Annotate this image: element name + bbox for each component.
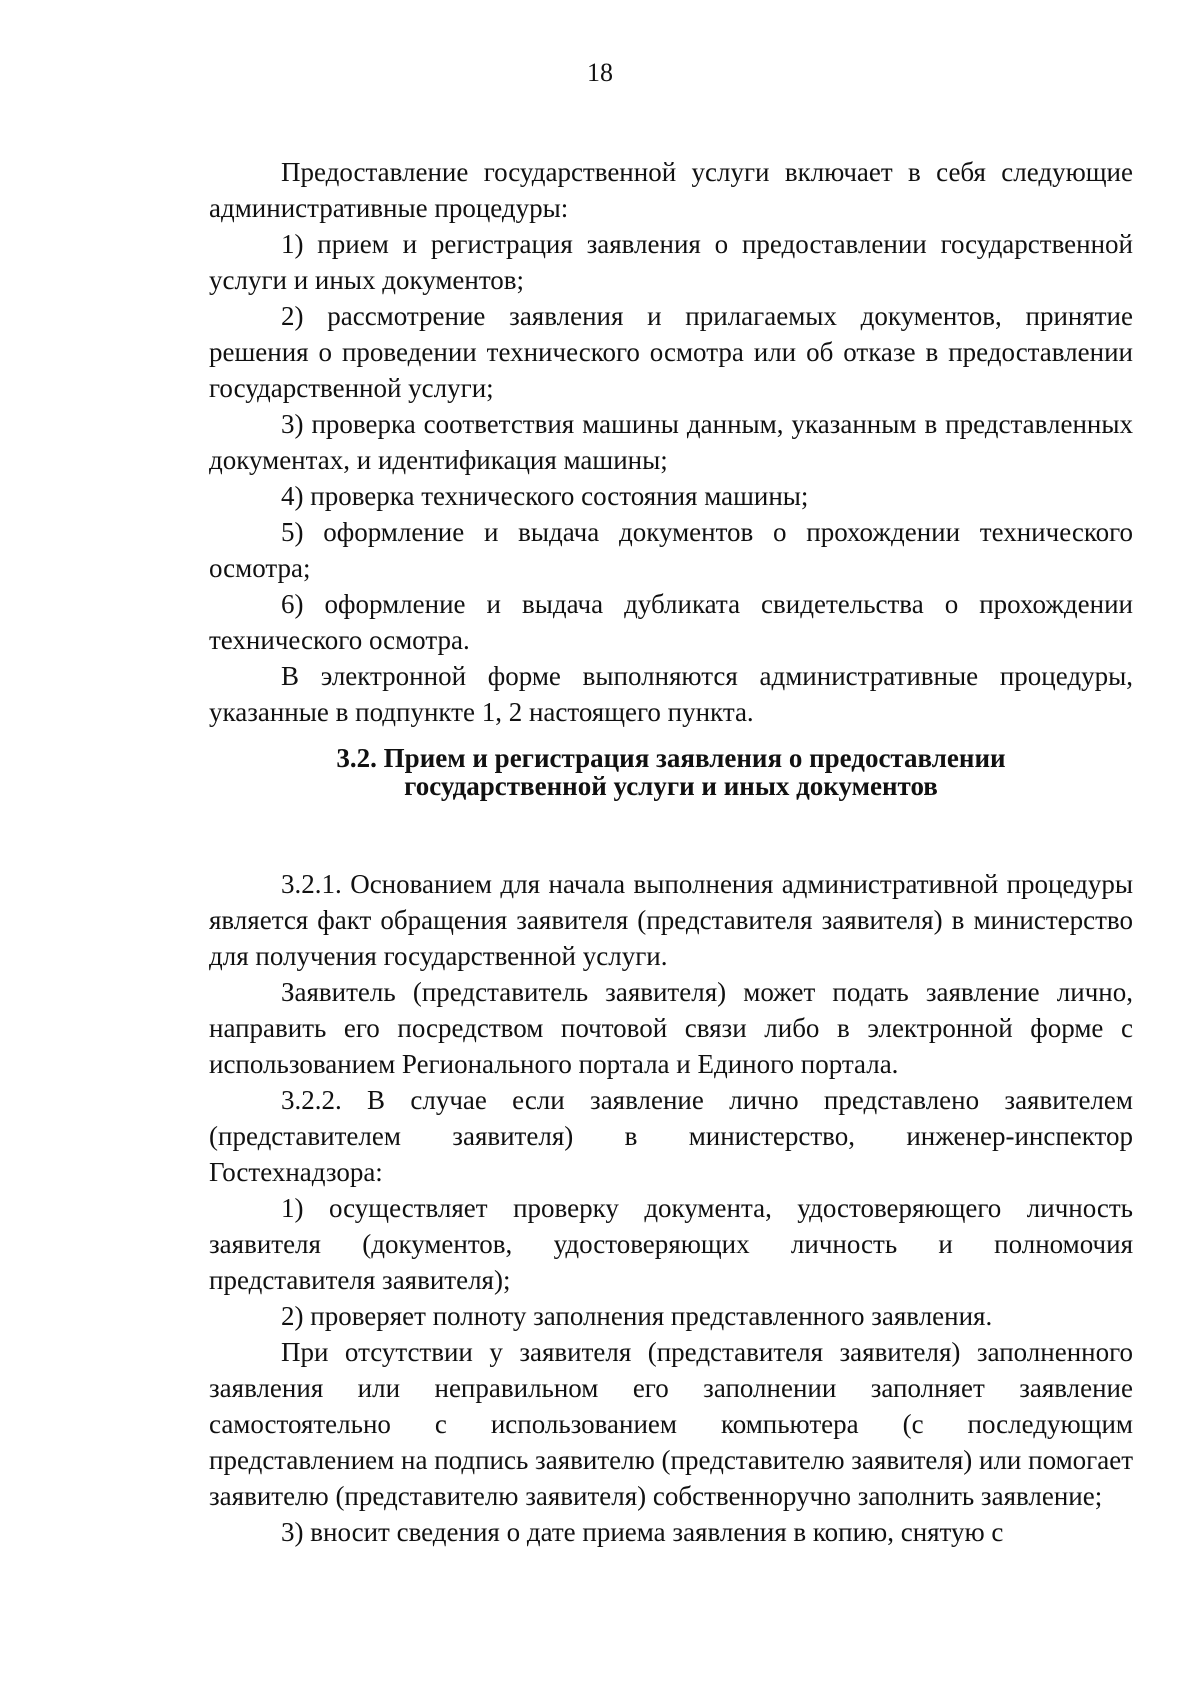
list-item: 1) прием и регистрация заявления о предоставлении государственной услуги и иных документов; xyxy=(209,229,1133,295)
list-item: 6) оформление и выдача дубликата свидетельства о прохождении технического осмотра. xyxy=(209,589,1133,655)
section-heading xyxy=(209,744,1133,800)
paragraph: 3.2.2. В случае если заявление лично представлено заявителем (представителем заявителя) в министерство, инженер-инспектор Гостехнадзора: xyxy=(209,1085,1133,1187)
paragraph: При отсутствии у заявителя (представителя заявителя) заполненного заявления или неправильном его заполнении заполняет заявление самостоятельно с использованием компьютера (с последующим представлением на подпись заявителю (представителю заявителя) или помогает заявителю (представителю заявителя) собственноручно заполнить заявление; xyxy=(209,1337,1133,1511)
paragraph: Предоставление государственной услуги включает в себя следующие административные процедуры: xyxy=(209,157,1133,223)
list-item: 4) проверка технического состояния машины; xyxy=(281,481,809,511)
list-item: 5) оформление и выдача документов о прохождении технического осмотра; xyxy=(209,517,1133,583)
list-item: 1) осуществляет проверку документа, удостоверяющего личность заявителя (документов, удостоверяющих личность и полномочия представителя заявителя); xyxy=(209,1193,1133,1295)
list-item: 2) рассмотрение заявления и прилагаемых документов, принятие решения о проведении технического осмотра или об отказе в предоставлении государственной услуги; xyxy=(209,301,1133,403)
list-item: 3) проверка соответствия машины данным, указанным в представленных документах, и идентификация машины; xyxy=(209,409,1133,475)
text-block-section-3-2 xyxy=(209,866,1133,1550)
paragraph: Заявитель (представитель заявителя) может подать заявление лично, направить его посредством почтовой связи либо в электронной форме с использованием Регионального портала и Единого портала. xyxy=(209,977,1133,1079)
list-item: 2) проверяет полноту заполнения представленного заявления. xyxy=(281,1301,993,1331)
page-number: 18 xyxy=(587,58,613,87)
section-heading-line: 3.2. Прием и регистрация заявления о предоставлении xyxy=(336,743,1006,773)
paragraph: 3.2.1. Основанием для начала выполнения административной процедуры является факт обращения заявителя (представителя заявителя) в министерство для получения государственной услуги. xyxy=(209,869,1133,971)
list-item: 3) вносит сведения о дате приема заявления в копию, снятую с xyxy=(281,1517,1004,1547)
text-block-procedures xyxy=(209,154,1133,730)
paragraph: В электронной форме выполняются административные процедуры, указанные в подпункте 1, 2 настоящего пункта. xyxy=(209,661,1133,727)
section-heading-line: государственной услуги и иных документов xyxy=(404,771,938,801)
